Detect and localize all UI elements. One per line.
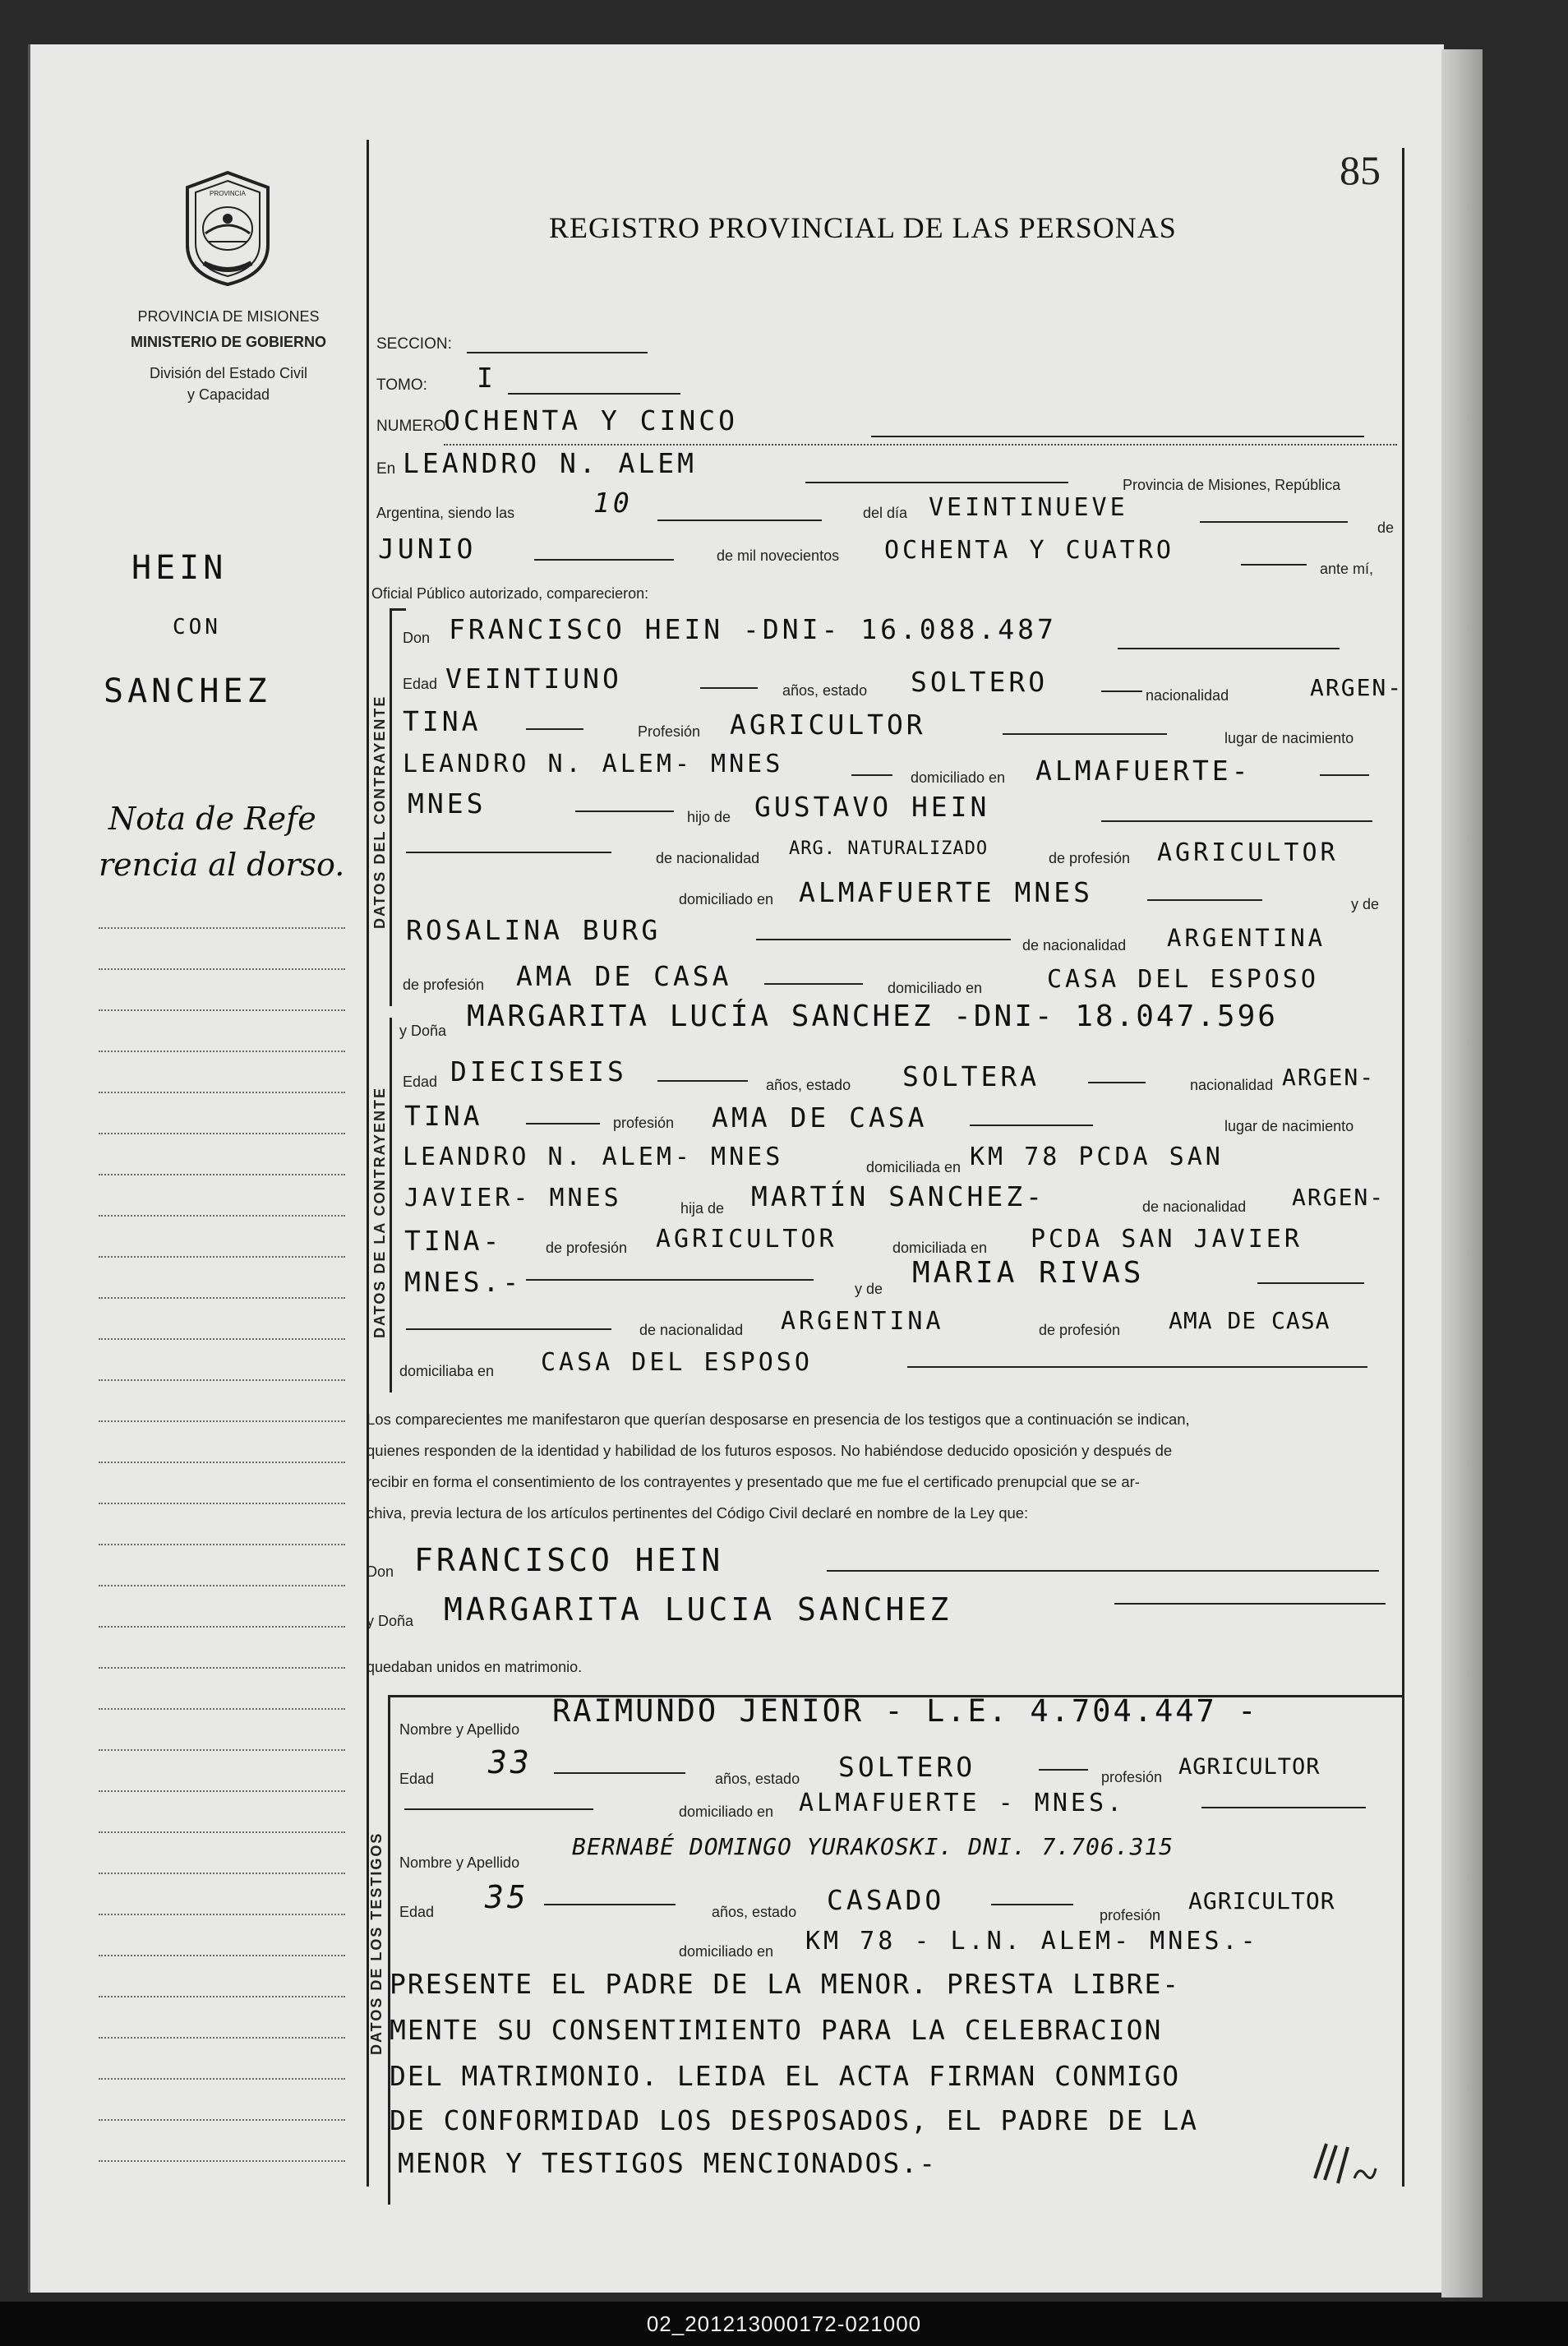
bride-mother-nac: ARGENTINA: [781, 1307, 944, 1336]
bride-father-prof: AGRICULTOR: [656, 1225, 837, 1254]
groom-section-label: DATOS DEL CONTRAYENTE: [371, 695, 388, 929]
svg-text:PROVINCIA: PROVINCIA: [209, 190, 247, 197]
bride-y-de-label: y de: [855, 1281, 883, 1297]
bride-lugar-label: lugar de nacimiento: [1224, 1118, 1354, 1134]
page-number-rule: [1402, 148, 1404, 2187]
en-label: En: [376, 460, 396, 478]
province-seal: [179, 169, 276, 288]
witness-2-anos-estado-label: años, estado: [712, 1904, 797, 1920]
mil-novecientos-label: de mil novecientos: [717, 547, 840, 564]
declaration-don-label: Don: [367, 1563, 394, 1580]
witness-1-dom: ALMAFUERTE - MNES.: [799, 1789, 1126, 1817]
seccion-label: SECCION:: [376, 335, 452, 353]
witness-2-profesion-label: profesión: [1100, 1907, 1161, 1923]
bride-section-label: DATOS DE LA CONTRAYENTE: [371, 1086, 388, 1338]
bride-anos-estado-label: años, estado: [766, 1077, 851, 1093]
bride-block-rule: [390, 1018, 392, 1392]
declaration-line-2: quienes responden de la identidad y habilidad de los futuros esposos. No habiéndose deducido oposición y después de: [367, 1442, 1173, 1459]
groom-lugar: LEANDRO N. ALEM- MNES: [403, 750, 784, 778]
groom-y-de-label: y de: [1351, 896, 1380, 912]
bride-nacionalidad-b: TINA: [404, 1100, 483, 1132]
bride-father-nac-b: TINA-: [404, 1225, 503, 1257]
groom-domicilio-b: MNES: [408, 787, 487, 820]
bride-nacionalidad-label: nacionalidad: [1190, 1077, 1274, 1093]
witness-1-prof: AGRICULTOR: [1178, 1754, 1321, 1780]
bride-lugar: LEANDRO N. ALEM- MNES: [403, 1143, 784, 1171]
provincia-text: Provincia de Misiones, República: [1123, 477, 1341, 493]
witness-2-age: 35: [485, 1879, 529, 1915]
tomo-label: TOMO:: [376, 376, 427, 394]
groom-father-nac-label: de nacionalidad: [656, 850, 760, 866]
witness-1-anos-estado-label: años, estado: [715, 1771, 800, 1787]
bride-mother-prof-label: de profesión: [1039, 1322, 1121, 1338]
margin-name-1: HEIN: [131, 549, 228, 587]
bride-mother-dom: CASA DEL ESPOSO: [541, 1348, 813, 1377]
groom-profesion-label: Profesión: [638, 723, 701, 740]
bride-mother-dom-label: domiciliaba en: [399, 1363, 495, 1379]
province-name: PROVINCIA DE MISIONES: [137, 308, 320, 325]
groom-block-rule: [390, 608, 392, 1006]
bride-father: MARTÍN SANCHEZ-: [751, 1180, 1046, 1212]
declaration-line-1: Los comparecientes me manifestaron que querían desposarse en presencia de los testigos que a continuación se indican,: [367, 1411, 1190, 1428]
ante-mi-label: ante mí,: [1320, 561, 1374, 577]
witness-2-name: BERNABÉ DOMINGO YURAKOSKI. DNI. 7.706.315: [572, 1833, 1174, 1860]
bride-estado: SOLTERA: [902, 1060, 1040, 1092]
groom-father-prof: AGRICULTOR: [1157, 838, 1339, 867]
groom-mother-nac: ARGENTINA: [1167, 924, 1326, 952]
witness-1-name: RAIMUNDO JENIOR - L.E. 4.704.447 -: [552, 1693, 1259, 1729]
margin-note-line-1: Nota de Refe: [108, 801, 316, 837]
declaration-dona-label: y Doña: [367, 1613, 414, 1629]
groom-mother: ROSALINA BURG: [406, 914, 662, 946]
bride-profesion-label: profesión: [613, 1115, 675, 1131]
groom-domiciliado-label: domiciliado en: [911, 769, 1006, 786]
groom-father: GUSTAVO HEIN: [754, 791, 990, 823]
observation-line-2: MENTE SU CONSENTIMIENTO PARA LA CELEBRACION: [390, 2014, 1163, 2046]
witness-2-dom: KM 78 - L.N. ALEM- MNES.-: [805, 1927, 1259, 1956]
groom-nacionalidad-label: nacionalidad: [1146, 687, 1229, 704]
bride-mother-nac-label: de nacionalidad: [639, 1322, 744, 1338]
declaration-bride: MARGARITA LUCIA SANCHEZ: [444, 1591, 952, 1628]
groom-name: FRANCISCO HEIN -DNI- 16.088.487: [449, 613, 1057, 645]
bride-domicilio-b: JAVIER- MNES: [404, 1184, 622, 1212]
witness-2-estado: CASADO: [827, 1884, 945, 1916]
witness-1-age: 33: [488, 1744, 533, 1780]
bride-father-dom-b: MNES.-: [404, 1266, 523, 1298]
witness-2-nombre-label: Nombre y Apellido: [399, 1854, 520, 1871]
groom-hijo-label: hijo de: [687, 809, 731, 825]
de-label: de: [1377, 520, 1395, 536]
groom-father-nac: ARG. NATURALIZADO: [789, 838, 989, 859]
division-line-1: División del Estado Civil: [149, 365, 308, 381]
declaration-closing: quedaban unidos en matrimonio.: [367, 1659, 583, 1675]
division-line-2: y Capacidad: [187, 386, 270, 403]
book-page-edge: [1441, 49, 1483, 2298]
day-value: VEINTINUEVE: [929, 493, 1128, 522]
observation-line-1: PRESENTE EL PADRE DE LA MENOR. PRESTA LIBRE-: [390, 1968, 1181, 2000]
bride-edad-label: Edad: [403, 1074, 438, 1090]
groom-profesion: AGRICULTOR: [730, 709, 926, 741]
page-number: 85: [1340, 147, 1381, 193]
argentina-text: Argentina, siendo las: [376, 505, 515, 521]
witness-2-edad-label: Edad: [399, 1904, 435, 1920]
margin-con: CON: [173, 615, 221, 640]
image-caption: 02_201213000172-021000: [0, 2302, 1568, 2346]
bride-father-dom-label: domiciliada en: [892, 1240, 988, 1256]
groom-mother-dom: CASA DEL ESPOSO: [1047, 965, 1319, 994]
month-value: JUNIO: [378, 533, 477, 565]
groom-nacionalidad-b: TINA: [403, 705, 482, 737]
numero-value: OCHENTA Y CINCO: [444, 404, 739, 436]
bride-father-dom-a: PCDA SAN JAVIER: [1031, 1225, 1303, 1254]
groom-don-label: Don: [403, 630, 431, 646]
groom-father-dom-label: domiciliado en: [679, 891, 774, 907]
observation-line-5: MENOR Y TESTIGOS MENCIONADOS.-: [398, 2147, 938, 2179]
declaration-line-4: chiva, previa lectura de los artículos pertinentes del Código Civil declaré en nombre de la Ley que:: [367, 1504, 1029, 1522]
groom-lugar-label: lugar de nacimiento: [1224, 730, 1354, 746]
initials-mark: [1307, 2137, 1381, 2187]
del-dia-label: del día: [863, 505, 908, 521]
groom-block-top: [390, 608, 406, 611]
groom-mother-nac-label: de nacionalidad: [1022, 937, 1127, 954]
bride-father-prof-label: de profesión: [546, 1240, 628, 1256]
bride-domicilio-a: KM 78 PCDA SAN: [970, 1143, 1224, 1171]
bride-mother: MARIA RIVAS: [912, 1256, 1145, 1290]
observation-line-4: DE CONFORMIDAD LOS DESPOSADOS, EL PADRE DE LA: [390, 2104, 1199, 2136]
groom-estado: SOLTERO: [911, 666, 1049, 698]
groom-domicilio-a: ALMAFUERTE-: [1035, 755, 1252, 787]
groom-father-dom: ALMAFUERTE MNES: [799, 876, 1094, 908]
bride-domiciliada-label: domiciliada en: [866, 1159, 962, 1175]
groom-edad-label: Edad: [403, 676, 438, 692]
groom-nacionalidad-a: ARGEN-: [1310, 674, 1404, 701]
groom-mother-prof: AMA DE CASA: [516, 960, 732, 992]
bride-father-nac-a: ARGEN-: [1292, 1184, 1386, 1211]
bride-age: DIECISEIS: [450, 1055, 627, 1088]
margin-name-2: SANCHEZ: [104, 672, 271, 710]
groom-anos-estado-label: años, estado: [782, 682, 868, 699]
en-value: LEANDRO N. ALEM: [403, 447, 698, 479]
bride-profesion: AMA DE CASA: [712, 1101, 928, 1134]
witness-1-profesion-label: profesión: [1101, 1769, 1163, 1785]
tomo-value: I: [477, 362, 496, 394]
groom-mother-prof-label: de profesión: [403, 977, 485, 993]
bride-nacionalidad-a: ARGEN-: [1282, 1064, 1376, 1091]
witness-2-prof: AGRICULTOR: [1188, 1887, 1335, 1914]
witness-1-nombre-label: Nombre y Apellido: [399, 1721, 520, 1738]
witness-2-domiciliado-label: domiciliado en: [679, 1943, 774, 1960]
numero-label: NUMERO: [376, 418, 446, 435]
page-title: REGISTRO PROVINCIAL DE LAS PERSONAS: [549, 211, 1177, 244]
margin-note-line-2: rencia al dorso.: [99, 847, 345, 883]
observation-line-3: DEL MATRIMONIO. LEIDA EL ACTA FIRMAN CONMIGO: [390, 2060, 1181, 2092]
oficial-text: Oficial Público autorizado, comparecieron:: [371, 585, 649, 602]
bride-hija-label: hija de: [680, 1200, 725, 1217]
groom-father-prof-label: de profesión: [1049, 850, 1131, 866]
witness-1-estado: SOLTERO: [838, 1751, 976, 1783]
bride-father-nac-label: de nacionalidad: [1142, 1198, 1247, 1215]
witness-1-edad-label: Edad: [399, 1771, 435, 1787]
declaration-line-3: recibir en forma el consentimiento de los contrayentes y presentado que me fue el certificado prenupcial que se ar-: [367, 1473, 1140, 1490]
declaration-groom: FRANCISCO HEIN: [414, 1542, 724, 1578]
bride-name: MARGARITA LUCÍA SANCHEZ -DNI- 18.047.596: [467, 1000, 1278, 1033]
year-value: OCHENTA Y CUATRO: [884, 536, 1174, 565]
bride-dona-label: y Doña: [399, 1023, 447, 1039]
bride-mother-prof: AMA DE CASA: [1169, 1307, 1330, 1334]
witness-1-domiciliado-label: domiciliado en: [679, 1803, 774, 1820]
ministry-name: MINISTERIO DE GOBIERNO: [130, 334, 327, 350]
groom-mother-dom-label: domiciliado en: [888, 980, 983, 996]
hour-value: 10: [593, 487, 633, 519]
groom-age: VEINTIUNO: [445, 663, 622, 695]
witness-section-label: DATOS DE LOS TESTIGOS: [368, 1831, 385, 2055]
